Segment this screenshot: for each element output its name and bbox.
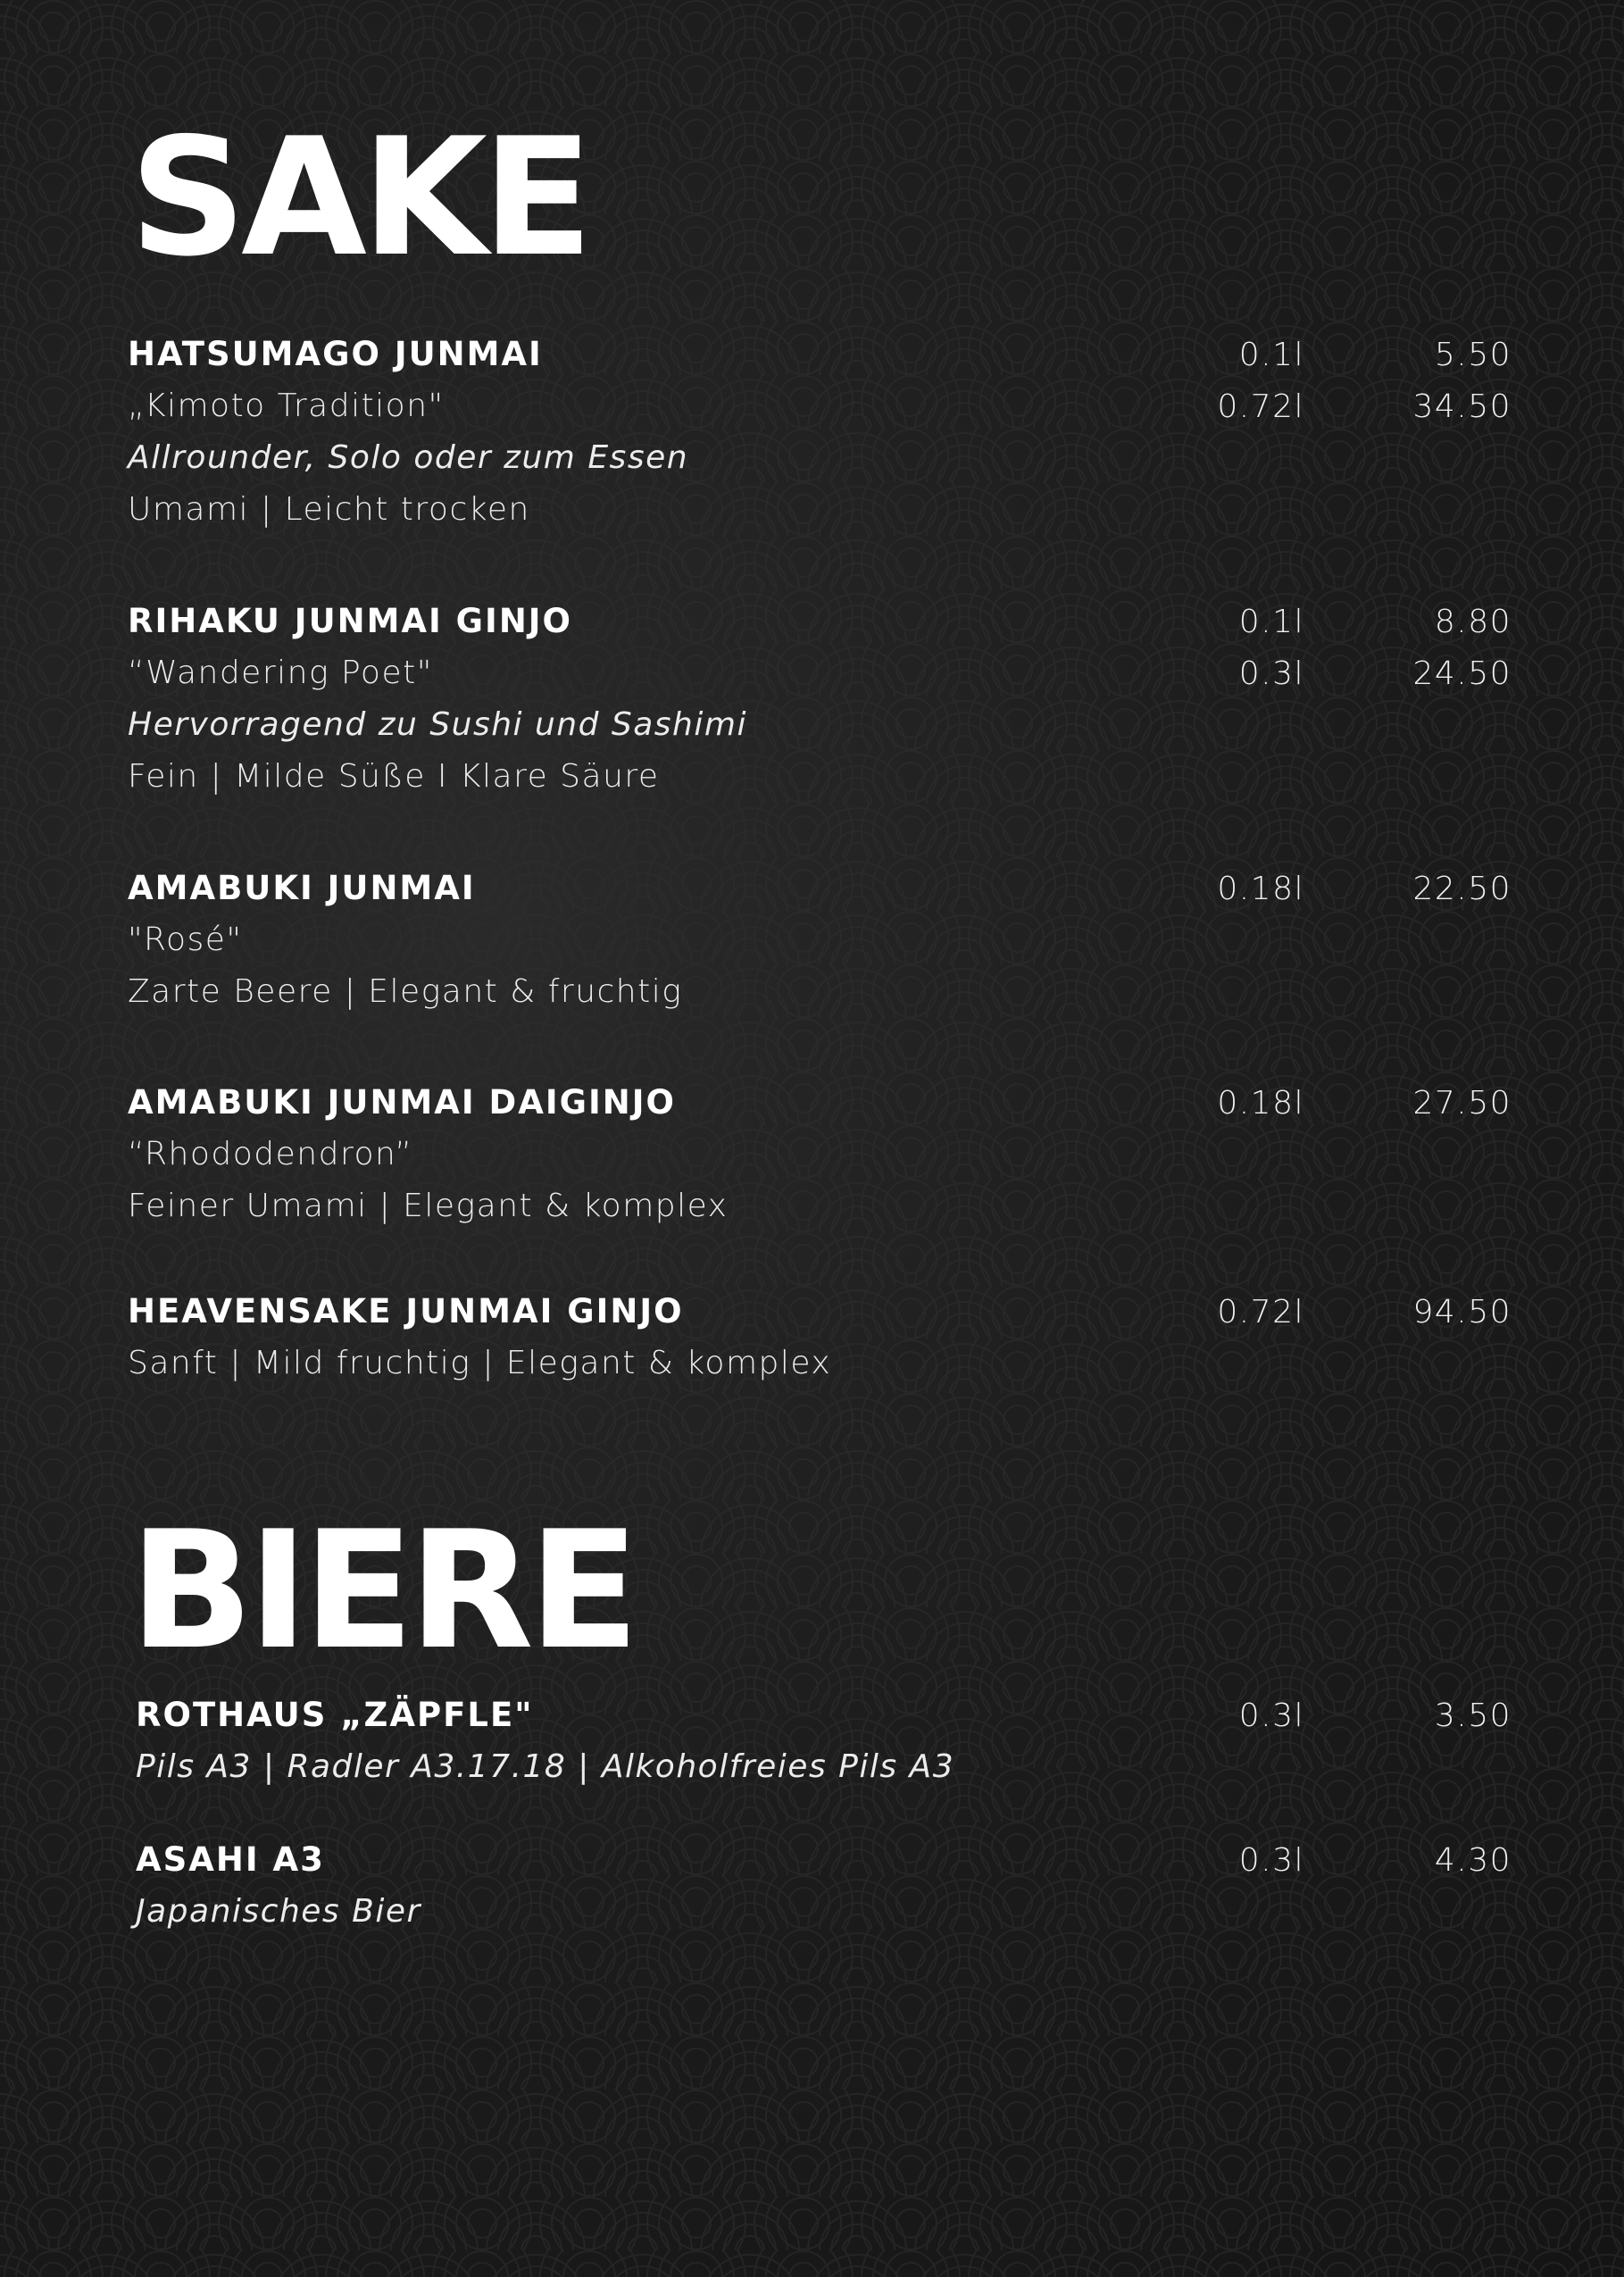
price-table bbox=[1126, 1689, 1512, 1741]
volume: 0.3l bbox=[1238, 655, 1304, 692]
menu-item-amabuki-daiginjo bbox=[128, 1077, 1512, 1232]
price-row bbox=[1126, 1689, 1512, 1741]
item-taste-notes: Feiner Umami | Elegant & komplex bbox=[128, 1188, 729, 1224]
item-name: HATSUMAGO JUNMAI bbox=[128, 335, 543, 373]
price: 94.50 bbox=[1412, 1293, 1512, 1330]
item-taste-notes: Umami | Leicht trocken bbox=[128, 491, 530, 528]
price: 5.50 bbox=[1434, 336, 1512, 373]
price-row bbox=[1126, 1077, 1512, 1129]
price: 27.50 bbox=[1412, 1084, 1512, 1122]
volume: 0.3l bbox=[1238, 1697, 1304, 1734]
price-row bbox=[1126, 329, 1512, 380]
price-row bbox=[1126, 647, 1512, 699]
price-row bbox=[1126, 1834, 1512, 1886]
menu-item-rothaus bbox=[136, 1689, 1512, 1793]
price-table bbox=[1126, 1286, 1512, 1338]
price-row bbox=[1126, 863, 1512, 914]
volume: 0.18l bbox=[1217, 1084, 1304, 1122]
item-description: Japanisches Bier bbox=[136, 1893, 421, 1930]
menu-item-heavensake bbox=[128, 1286, 1512, 1389]
menu-item-asahi bbox=[136, 1834, 1512, 1938]
price-row bbox=[1126, 380, 1512, 432]
item-name: AMABUKI JUNMAI DAIGINJO bbox=[128, 1083, 676, 1122]
volume: 0.72l bbox=[1217, 388, 1304, 425]
item-subtitle: “Wandering Poet" bbox=[128, 655, 433, 691]
item-variants: Pils A3 | Radler A3.17.18 | Alkoholfreies Pils A3 bbox=[136, 1748, 955, 1785]
volume: 0.3l bbox=[1238, 1841, 1304, 1879]
menu-item-hatsumago bbox=[128, 329, 1512, 536]
section-title-sake: SAKE bbox=[129, 103, 588, 292]
item-description: Allrounder, Solo oder zum Essen bbox=[128, 439, 689, 476]
item-subtitle: “Rhododendron” bbox=[128, 1136, 413, 1172]
price-row bbox=[1126, 596, 1512, 647]
item-name: ASAHI A3 bbox=[136, 1840, 325, 1879]
price: 8.80 bbox=[1434, 603, 1512, 640]
price: 34.50 bbox=[1412, 388, 1512, 425]
price: 4.30 bbox=[1434, 1841, 1512, 1879]
item-subtitle: „Kimoto Tradition" bbox=[128, 388, 445, 424]
volume: 0.18l bbox=[1217, 870, 1304, 907]
item-description: Hervorragend zu Sushi und Sashimi bbox=[128, 706, 747, 743]
price-table bbox=[1126, 1834, 1512, 1886]
price-row bbox=[1126, 1286, 1512, 1338]
item-name: AMABUKI JUNMAI bbox=[128, 869, 476, 907]
item-taste-notes: Fein | Milde Süße I Klare Säure bbox=[128, 758, 660, 795]
price-table bbox=[1126, 329, 1512, 432]
price-table bbox=[1126, 596, 1512, 699]
menu-item-rihaku bbox=[128, 596, 1512, 803]
item-taste-notes: Sanft | Mild fruchtig | Elegant & komplex bbox=[128, 1345, 832, 1381]
item-name: HEAVENSAKE JUNMAI GINJO bbox=[128, 1292, 684, 1330]
price-table bbox=[1126, 1077, 1512, 1129]
menu-item-amabuki-junmai bbox=[128, 863, 1512, 1018]
volume: 0.1l bbox=[1238, 336, 1304, 373]
price-table bbox=[1126, 863, 1512, 914]
item-name: RIHAKU JUNMAI GINJO bbox=[128, 602, 573, 640]
item-subtitle: "Rosé" bbox=[128, 922, 243, 958]
volume: 0.1l bbox=[1238, 603, 1304, 640]
item-taste-notes: Zarte Beere | Elegant & fruchtig bbox=[128, 973, 683, 1010]
item-name: ROTHAUS „ZÄPFLE" bbox=[136, 1696, 534, 1734]
price: 22.50 bbox=[1412, 870, 1512, 907]
price: 3.50 bbox=[1434, 1697, 1512, 1734]
price: 24.50 bbox=[1412, 655, 1512, 692]
section-title-biere: BIERE bbox=[129, 1496, 635, 1685]
volume: 0.72l bbox=[1217, 1293, 1304, 1330]
